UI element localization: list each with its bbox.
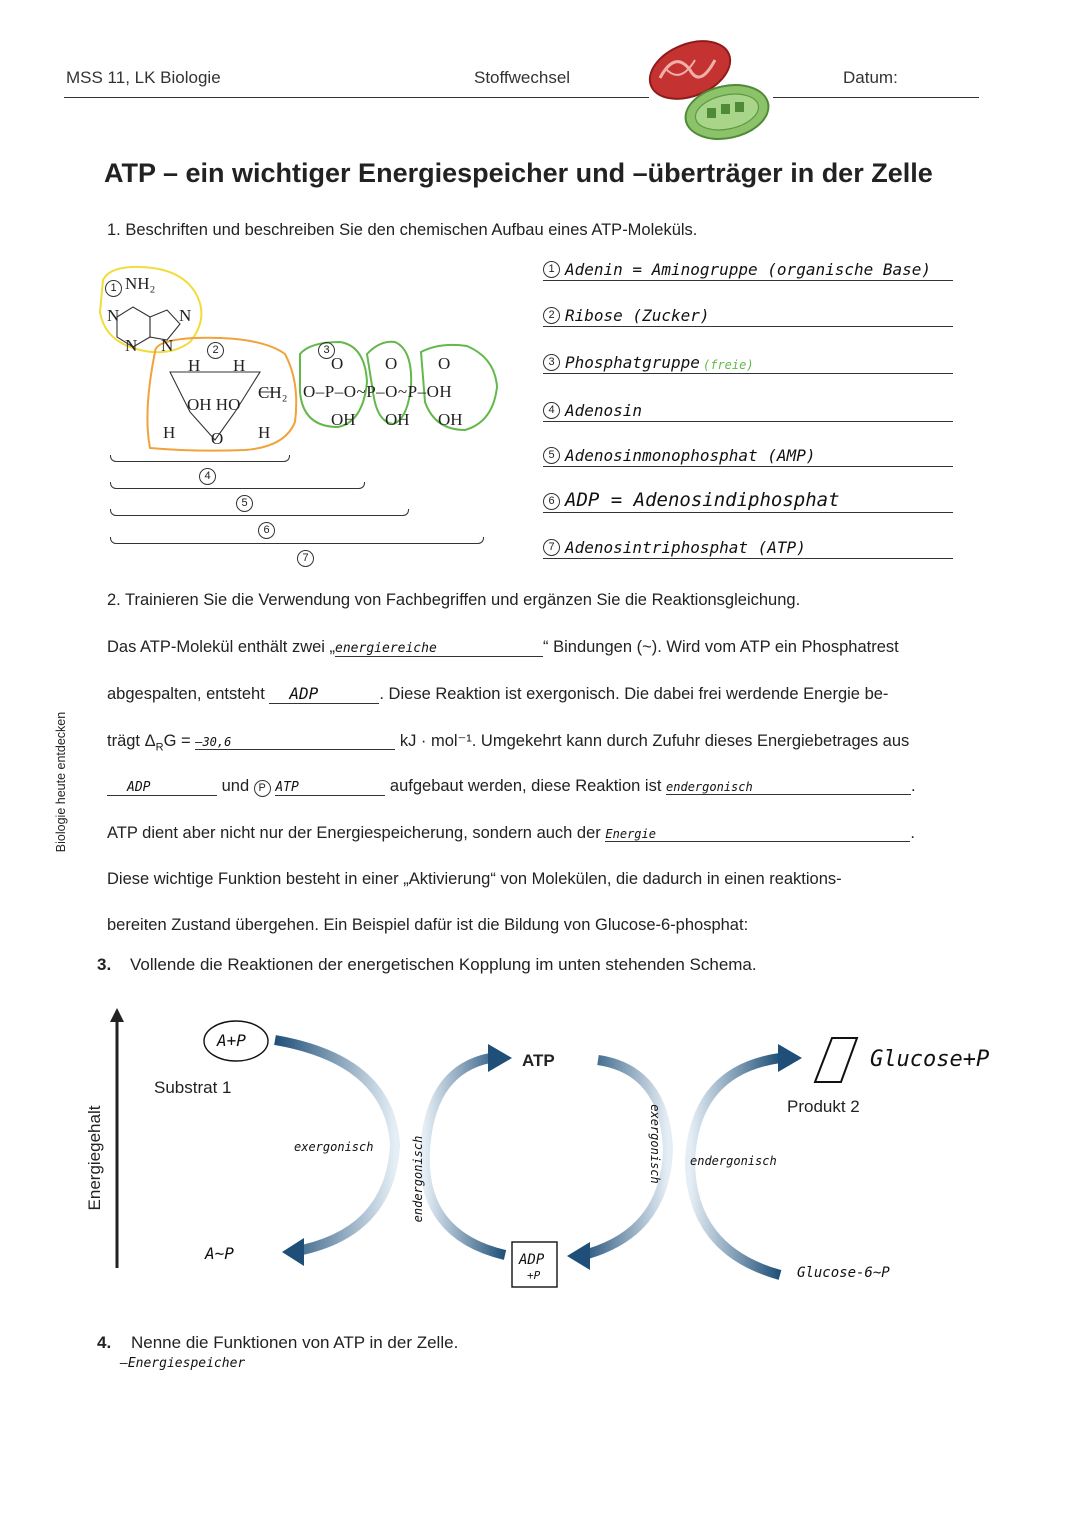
task4-prompt: Nenne die Funktionen von ATP in der Zelle.: [131, 1333, 459, 1352]
h-atom: H: [258, 423, 271, 442]
bracket-4: [110, 455, 290, 462]
exergonisch-right: exergonisch: [648, 1104, 662, 1184]
answer-5[interactable]: 5 Adenosinmonophosphat (AMP): [543, 440, 953, 467]
label-1: 1: [105, 276, 122, 297]
fill-1[interactable]: energiereiche: [335, 641, 543, 657]
label-6: 6: [258, 520, 275, 539]
n-atom: N: [125, 336, 138, 355]
topic-label: Stoffwechsel: [474, 68, 571, 87]
task2-line2: abgespalten, entsteht ADP . Diese Reaktion ist exergonisch. Die dabei frei werdende Energie be-: [107, 684, 889, 703]
fill-5[interactable]: ATP: [275, 780, 385, 796]
n-atom: N: [161, 336, 174, 355]
date-label: Datum:: [843, 68, 898, 87]
atp-label: ATP: [522, 1051, 555, 1070]
label-2: 2: [207, 338, 224, 359]
task4-number: 4.: [97, 1333, 112, 1352]
bracket-7: [110, 537, 484, 544]
o-atom: O: [438, 354, 451, 373]
task3-number: 3.: [97, 955, 112, 974]
task2-line4: ADP und P ATP aufgebaut werden, diese Reaktion ist endergonisch .: [107, 777, 957, 797]
oh-ho: OH HO: [187, 395, 241, 414]
glucose-p: Glucose+P: [870, 1047, 990, 1072]
course-label: MSS 11, LK Biologie: [66, 68, 221, 87]
page-title: ATP – ein wichtiger Energiespeicher und –überträger in der Zelle: [104, 158, 933, 188]
adp-box-p: +P: [527, 1269, 541, 1282]
task2-line6: Diese wichtige Funktion besteht in einer „Aktivierung“ von Molekülen, die dadurch in einen reaktions-: [107, 870, 842, 888]
answer-7[interactable]: 7 Adenosintriphosphat (ATP): [543, 532, 953, 559]
atp-molecule: [95, 262, 515, 472]
endergonisch-left: endergonisch: [411, 1135, 425, 1223]
exergonisch-left: exergonisch: [294, 1140, 374, 1154]
bracket-5: [110, 482, 365, 489]
label-7: 7: [297, 548, 314, 567]
task2-line7: bereiten Zustand übergehen. Ein Beispiel dafür ist die Bildung von Glucose-6-phosphat:: [107, 916, 749, 934]
label-4: 4: [199, 466, 216, 485]
answer-3[interactable]: 3 Phosphatgruppe (freie): [543, 347, 953, 374]
n-atom: N: [179, 306, 192, 325]
glucose6-label: Glucose-6~P: [797, 1265, 890, 1281]
task1-prompt: 1. Beschriften und beschreiben Sie den chemischen Aufbau eines ATP-Moleküls.: [107, 221, 698, 239]
adp-box-label: ADP: [519, 1252, 545, 1268]
fill-7[interactable]: Energie: [605, 827, 910, 842]
h-atom: H: [188, 356, 201, 375]
ch2-group: CH₂: [258, 383, 288, 402]
task3-prompt: Vollende die Reaktionen der energetischen Kopplung im unten stehenden Schema.: [130, 955, 757, 974]
header-rule-right: [773, 97, 979, 98]
h-atom: H: [163, 423, 176, 442]
endergonisch-right: endergonisch: [690, 1154, 777, 1168]
y-axis-label: Energiegehalt: [85, 1105, 104, 1211]
task2-line5: ATP dient aber nicht nur der Energiespeicherung, sondern auch der Energie .: [107, 824, 915, 842]
label-3: 3: [318, 338, 335, 359]
h-atom: H: [233, 356, 246, 375]
label-5: 5: [236, 493, 253, 512]
answer-3-note: (freie): [703, 358, 754, 372]
nh2-group: NH₂: [125, 274, 156, 293]
oh-group: OH: [438, 410, 463, 429]
fill-2[interactable]: ADP: [269, 684, 379, 704]
organelle-illustration: [645, 30, 775, 145]
answer-1[interactable]: 1 Adenin = Aminogruppe (organische Base): [543, 254, 953, 281]
oh-group: OH: [331, 410, 356, 429]
o-atom: O: [385, 354, 398, 373]
task2-prompt: 2. Trainieren Sie die Verwendung von Fachbegriffen und ergänzen Sie die Reaktionsgleichung.: [107, 591, 801, 609]
fill-4[interactable]: ADP: [107, 780, 217, 796]
n-atom: N: [107, 306, 120, 325]
bracket-6: [110, 509, 409, 516]
a-p-label: A~P: [205, 1244, 234, 1263]
header-rule-left: [64, 97, 649, 98]
task2-line3: trägt $\Delta_RG = -30,6$ kJ · mol⁻¹. Umgekehrt kann durch Zufuhr dieses Energiebetrages aus: [107, 732, 910, 754]
task4-answer[interactable]: –Energiespeicher: [120, 1356, 246, 1371]
molecule-highlights: [95, 262, 515, 472]
fill-6[interactable]: endergonisch: [666, 780, 911, 795]
fill-3[interactable]: –30,6: [195, 735, 395, 750]
answer-4[interactable]: 4 Adenosin: [543, 395, 953, 422]
phosphate-chain: O–P–O~P–O~P–OH: [303, 382, 453, 401]
answer-6[interactable]: 6 ADP = Adenosindiphosphat: [543, 486, 953, 513]
o-atom: O: [331, 354, 344, 373]
substrat-label: Substrat 1: [154, 1078, 232, 1097]
circle-note: A+P: [217, 1031, 246, 1050]
task2-line1: Das ATP-Molekül enthält zwei „energiereiche “ Bindungen (~). Wird vom ATP ein Phosphatrest: [107, 638, 899, 656]
produkt-label: Produkt 2: [787, 1097, 860, 1116]
oh-group: OH: [385, 410, 410, 429]
side-credit: Biologie heute entdecken: [54, 711, 68, 853]
o-atom: O: [211, 429, 224, 448]
answer-2[interactable]: 2 Ribose (Zucker): [543, 300, 953, 327]
